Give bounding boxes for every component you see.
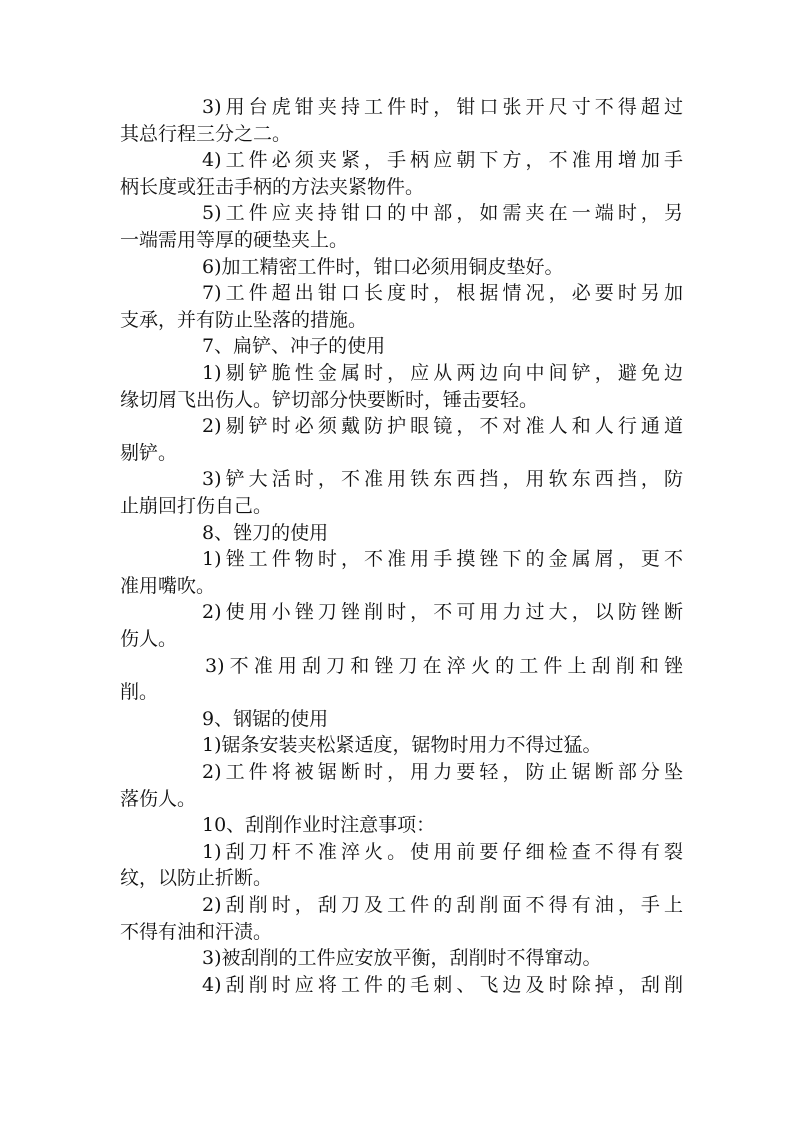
section-heading: 10、刮削作业时注意事项： <box>202 814 436 837</box>
text-line: 6)加工精密工件时，钳口必须用铜皮垫好。 <box>202 255 564 278</box>
text-line: 削。 <box>120 681 159 704</box>
text-line: 缘切屑飞出伤人。铲切部分快要断时，锤击要轻。 <box>120 388 539 411</box>
text-line: 支承，并有防止坠落的措施。 <box>120 308 368 331</box>
text-line: 5)工件应夹持钳口的中部，如需夹在一端时，另 <box>202 202 683 225</box>
text-line: 3)被刮削的工件应安放平衡，刮削时不得窜动。 <box>202 947 602 970</box>
text-line: 2)使用小锉刀锉削时，不可用力过大，以防锉断 <box>202 601 683 624</box>
text-line: 2)工件将被锯断时，用力要轻，防止锯断部分坠 <box>202 761 683 783</box>
text-line: 其总行程三分之二。 <box>120 122 292 145</box>
text-line: 1)锯条安装夹松紧适度，锯物时用力不得过猛。 <box>202 734 602 757</box>
text-line: 纹，以防止折断。 <box>120 867 273 890</box>
text-line: 3)铲大活时，不准用铁东西挡，用软东西挡，防 <box>202 468 683 491</box>
text-line: 3)不准用刮刀和锉刀在淬火的工件上刮削和锉 <box>205 654 683 677</box>
text-line: 柄长度或狂击手柄的方法夹紧物件。 <box>120 175 425 198</box>
section-heading: 8、锉刀的使用 <box>202 521 329 544</box>
text-line: 7)工件超出钳口长度时，根据情况，必要时另加 <box>202 282 683 305</box>
text-line: 1)锉工件物时，不准用手摸锉下的金属屑，更不 <box>202 548 683 571</box>
text-line: 2)刮削时，刮刀及工件的刮削面不得有油，手上 <box>202 894 683 916</box>
text-line: 4)刮削时应将工件的毛刺、飞边及时除掉，刮削 <box>202 973 683 996</box>
text-line: 伤人。 <box>120 628 178 650</box>
text-line: 2)剔铲时必须戴防护眼镜，不对准人和人行通道 <box>202 415 683 438</box>
section-heading: 9、钢锯的使用 <box>202 707 329 730</box>
text-line: 一端需用等厚的硬垫夹上。 <box>120 229 349 251</box>
text-line: 3)用台虎钳夹持工件时，钳口张开尺寸不得超过 <box>202 96 683 118</box>
text-line: 剔铲。 <box>120 441 178 464</box>
text-line: 1)刮刀杆不准淬火。使用前要仔细检查不得有裂 <box>202 840 683 863</box>
text-line: 不得有油和汗渍。 <box>120 920 273 943</box>
text-line: 止崩回打伤自己。 <box>120 495 273 517</box>
text-line: 落伤人。 <box>120 787 197 810</box>
text-line: 1)剔铲脆性金属时，应从两边向中间铲，避免边 <box>202 362 683 384</box>
section-heading: 7、扁铲、冲子的使用 <box>202 335 386 358</box>
text-line: 4)工件必须夹紧，手柄应朝下方，不准用增加手 <box>202 149 683 172</box>
text-line: 准用嘴吹。 <box>120 574 216 597</box>
